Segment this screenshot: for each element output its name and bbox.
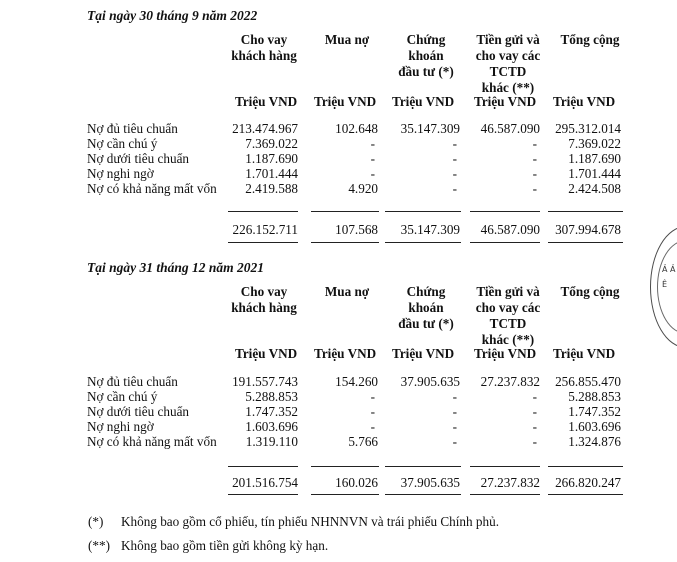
- row-label: Nợ có khả năng mất vốn: [87, 434, 217, 449]
- s2-header-total: Tổng cộng: [560, 284, 620, 299]
- s1-total-c3: 35.147.309: [400, 222, 460, 237]
- s1-rule2-c5: [548, 242, 623, 243]
- s1-header-total: Tổng cộng: [560, 32, 620, 47]
- row-cell-c5: 1.324.876: [568, 434, 621, 449]
- s2-total-c5: 266.820.247: [555, 475, 621, 490]
- s1-unit-1: Triệu VND: [235, 94, 298, 109]
- row-label: Nợ đủ tiêu chuẩn: [87, 374, 178, 389]
- s1-header-debt-purchase: Mua nợ: [324, 32, 370, 47]
- row-cell-c1: 213.474.967: [232, 121, 298, 136]
- s2-rule-c3: [385, 466, 461, 467]
- row-cell-c4: 46.587.090: [480, 121, 540, 136]
- s2-total-c3: 37.905.635: [400, 475, 460, 490]
- row-cell-c2: 5.766: [348, 434, 378, 449]
- s2-rule2-c5: [548, 494, 623, 495]
- s2-rule-c5: [548, 466, 623, 467]
- row-cell-c2: 4.920: [348, 181, 378, 196]
- s2-rule-c1: [228, 466, 298, 467]
- row-cell-c2: -: [370, 389, 375, 404]
- row-cell-c5: 256.855.470: [555, 374, 621, 389]
- s1-rule-c5: [548, 211, 623, 212]
- s2-total-c1: 201.516.754: [232, 475, 298, 490]
- s2-header-deposits: Tiền gửi và cho vay các TCTD khác (**): [475, 284, 541, 347]
- s1-rule2-c3: [385, 242, 461, 243]
- s1-rule-c1: [228, 211, 298, 212]
- footnote-2-text: Không bao gồm tiền gửi không kỳ hạn.: [121, 538, 329, 553]
- s1-unit-3: Triệu VND: [392, 94, 455, 109]
- s1-header-deposits: Tiền gửi và cho vay các TCTD khác (**): [475, 32, 541, 95]
- s2-unit-4: Triệu VND: [474, 346, 537, 361]
- s1-rule-c3: [385, 211, 461, 212]
- section2-title: Tại ngày 31 tháng 12 năm 2021: [87, 260, 265, 275]
- row-cell-c2: 154.260: [335, 374, 378, 389]
- s2-rule-c4: [470, 466, 540, 467]
- row-cell-c3: 37.905.635: [400, 374, 460, 389]
- s1-header-securities: Chứng khoán đầu tư (*): [398, 32, 454, 79]
- s1-unit-2: Triệu VND: [314, 94, 377, 109]
- row-cell-c5: 7.369.022: [568, 136, 621, 151]
- row-label: Nợ có khả năng mất vốn: [87, 181, 217, 196]
- row-cell-c3: -: [452, 151, 457, 166]
- row-label: Nợ đủ tiêu chuẩn: [87, 121, 178, 136]
- row-cell-c1: 191.557.743: [232, 374, 298, 389]
- s1-total-c2: 107.568: [335, 222, 378, 237]
- s2-rule2-c4: [470, 494, 540, 495]
- stamp-text: Ả Ả Ê: [662, 265, 676, 289]
- row-cell-c4: -: [532, 151, 537, 166]
- row-label: Nợ nghi ngờ: [87, 166, 154, 181]
- row-cell-c1: 1.603.696: [245, 419, 298, 434]
- s2-header-loans: Cho vay khách hàng: [231, 284, 297, 315]
- s2-total-c4: 27.237.832: [480, 475, 540, 490]
- row-cell-c4: -: [532, 389, 537, 404]
- row-cell-c3: -: [452, 181, 457, 196]
- row-cell-c3: -: [452, 404, 457, 419]
- row-label: Nợ nghi ngờ: [87, 419, 154, 434]
- row-cell-c4: -: [532, 136, 537, 151]
- row-cell-c2: -: [370, 166, 375, 181]
- footnote-2-mark: (**): [88, 538, 110, 553]
- row-cell-c4: -: [532, 434, 537, 449]
- row-cell-c3: 35.147.309: [400, 121, 460, 136]
- row-cell-c4: -: [532, 404, 537, 419]
- row-cell-c5: 1.603.696: [568, 419, 621, 434]
- row-cell-c4: -: [532, 419, 537, 434]
- row-cell-c5: 1.187.690: [568, 151, 621, 166]
- s2-total-c2: 160.026: [335, 475, 378, 490]
- row-label: Nợ cần chú ý: [87, 136, 158, 151]
- row-cell-c5: 1.747.352: [568, 404, 621, 419]
- row-cell-c2: -: [370, 419, 375, 434]
- s1-total-c1: 226.152.711: [232, 222, 298, 237]
- row-cell-c2: -: [370, 151, 375, 166]
- row-cell-c3: -: [452, 389, 457, 404]
- row-cell-c3: -: [452, 166, 457, 181]
- row-cell-c4: -: [532, 181, 537, 196]
- s1-unit-5: Triệu VND: [553, 94, 616, 109]
- s1-unit-4: Triệu VND: [474, 94, 537, 109]
- s2-unit-1: Triệu VND: [235, 346, 298, 361]
- row-cell-c2: 102.648: [335, 121, 378, 136]
- section1-title: Tại ngày 30 tháng 9 năm 2022: [87, 8, 258, 23]
- row-cell-c1: 7.369.022: [245, 136, 298, 151]
- s2-header-securities: Chứng khoán đầu tư (*): [398, 284, 454, 331]
- row-label: Nợ dưới tiêu chuẩn: [87, 404, 190, 419]
- s2-rule-c2: [311, 466, 379, 467]
- row-label: Nợ cần chú ý: [87, 389, 158, 404]
- s2-header-debt-purchase: Mua nợ: [324, 284, 370, 299]
- s2-unit-3: Triệu VND: [392, 346, 455, 361]
- s1-rule-c4: [470, 211, 540, 212]
- s1-total-c4: 46.587.090: [480, 222, 540, 237]
- s1-rule2-c1: [228, 242, 298, 243]
- row-cell-c2: -: [370, 136, 375, 151]
- s2-rule2-c1: [228, 494, 298, 495]
- row-cell-c1: 5.288.853: [245, 389, 298, 404]
- row-cell-c1: 1.701.444: [245, 166, 298, 181]
- s1-total-c5: 307.994.678: [555, 222, 621, 237]
- s2-unit-2: Triệu VND: [314, 346, 377, 361]
- row-cell-c4: 27.237.832: [480, 374, 540, 389]
- s1-rule-c2: [311, 211, 379, 212]
- s2-unit-5: Triệu VND: [553, 346, 616, 361]
- row-label: Nợ dưới tiêu chuẩn: [87, 151, 190, 166]
- row-cell-c3: -: [452, 434, 457, 449]
- s2-rule2-c2: [311, 494, 379, 495]
- row-cell-c5: 5.288.853: [568, 389, 621, 404]
- row-cell-c3: -: [452, 136, 457, 151]
- row-cell-c1: 1.319.110: [245, 434, 298, 449]
- row-cell-c5: 1.701.444: [568, 166, 621, 181]
- row-cell-c1: 2.419.588: [245, 181, 298, 196]
- s1-rule2-c2: [311, 242, 379, 243]
- s2-rule2-c3: [385, 494, 461, 495]
- row-cell-c1: 1.747.352: [245, 404, 298, 419]
- s1-rule2-c4: [470, 242, 540, 243]
- footnote-1-mark: (*): [88, 514, 104, 529]
- s1-header-loans: Cho vay khách hàng: [231, 32, 297, 63]
- row-cell-c1: 1.187.690: [245, 151, 298, 166]
- row-cell-c3: -: [452, 419, 457, 434]
- footnote-1-text: Không bao gồm cổ phiếu, tín phiếu NHNNVN và trái phiếu Chính phủ.: [121, 514, 499, 529]
- row-cell-c4: -: [532, 166, 537, 181]
- row-cell-c2: -: [370, 404, 375, 419]
- row-cell-c5: 2.424.508: [568, 181, 621, 196]
- row-cell-c5: 295.312.014: [555, 121, 621, 136]
